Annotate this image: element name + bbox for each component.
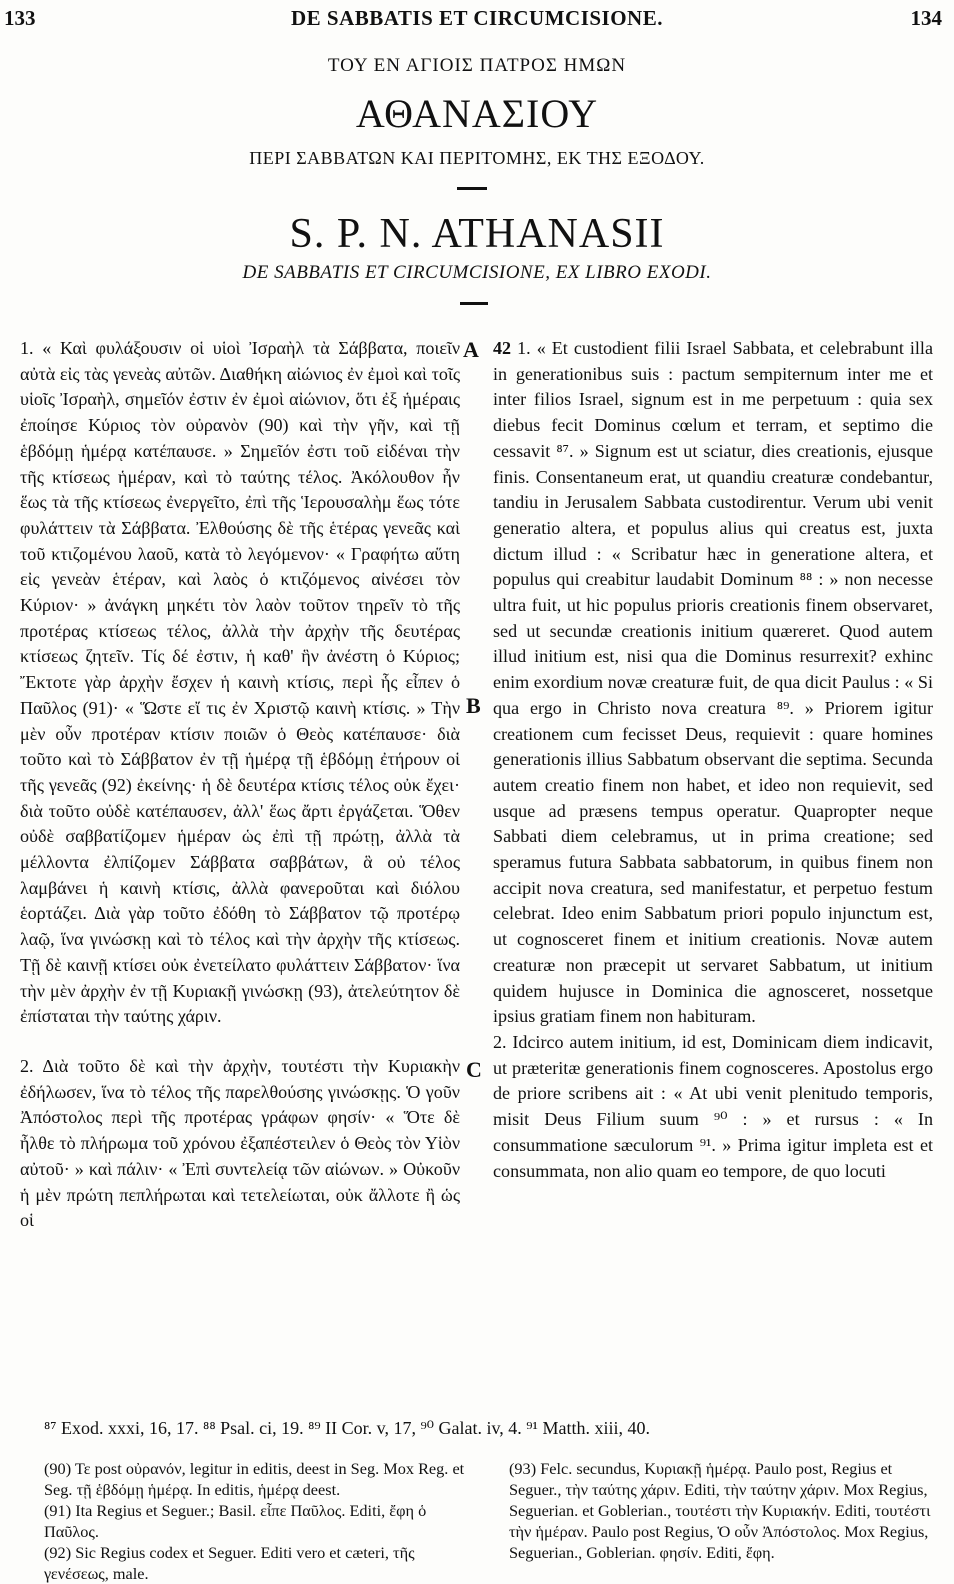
greek-column: [20, 336, 460, 1234]
greek-heading-line2: ΠΕΡΙ ΣΑΒΒΑΤΩΝ ΚΑΙ ΠΕΡΙΤΟΜΗΣ, ΕΚ ΤΗΣ ΕΞΟΔΟΥ.: [249, 148, 705, 168]
greek-heading-line1: ΤΟΥ ΕΝ ΑΓΙΟΙΣ ΠΑΤΡΟΣ ΗΜΩΝ: [327, 55, 627, 76]
latin-paragraph-1: [493, 336, 933, 1030]
page-number-left: 133: [4, 6, 36, 30]
greek-paragraph-2: 2. Διὰ τοῦτο δὲ καὶ τὴν ἀρχὴν, τουτέστι τὴν Κυριακὴν ἐδήλωσεν, ἵνα τὸ τέλος τῆς παρελθούσης γινώσκῃς. Ὁ γοῦν Ἀπόστολος περὶ τῆς προτέρας γράφων φησίν· « Ὅτε δὲ ἦλθε τὸ πλήρωμα τοῦ χρόνου ἐξαπέστειλεν ὁ Θεὸς τὸν Υἱὸν αὐτοῦ· » καὶ πάλιν· « Ἐπὶ συντελείᾳ τῶν αἰώνων. » Οὐκοῦν ἡ μὲν πρώτη πεπλήρωται καὶ τετελείωται, οὐκ ἄλλοτε ἢ ὡς οἱ: [20, 1055, 460, 1231]
greek-author-name: ΑΘΑΝΑΣΙΟΥ: [355, 91, 599, 136]
page-number-right: 134: [910, 6, 942, 30]
latin-title: S. P. N. ATHANASII: [289, 211, 665, 257]
latin-subtitle: DE SABBATIS ET CIRCUMCISIONE, EX LIBRO EXODI.: [242, 262, 712, 283]
subtitle-divider: [460, 302, 488, 305]
running-title: DE SABBATIS ET CIRCUMCISIONE.: [291, 6, 663, 30]
scripture-references: ⁸⁷ Exod. xxxi, 16, 17. ⁸⁸ Psal. ci, 19. ⁸⁹ II Cor. v, 17, ⁹⁰ Galat. iv, 4. ⁹¹ Matth. xiii, 40.: [44, 1418, 650, 1438]
margin-letter-b: B: [466, 693, 481, 718]
margin-letter-c: C: [466, 1057, 482, 1082]
footnote-90: (90) Τε post οὐρανόν, legitur in editis, deest in Seg. Mox Reg. et Seg. τῇ ἑβδόμῃ ἡμέρᾳ. In editis, ἡμέρᾳ deest.: [44, 1459, 465, 1499]
footnote-93: (93) Felc. secundus, Κυριακῇ ἡμέρᾳ. Paulo post, Regius et Seguer., τὴν ταύτης χάριν. Editi, τὴν ταύτην χάριν. Mox Regius, Seguerian. et Goblerian., τουτέστι τὴν Κυριακήν. Editi, τουτέστι τὴν ἡμέραν. Paulo post Regius, Ὁ οὖν Ἀπόστολος. Mox Regius, Seguerian., Goblerian. φησίν. Editi, ἔφη.: [509, 1459, 931, 1562]
latin-paragraph-2: 2. Idcirco autem initium, id est, Dominicam diem indicavit, ut præteritæ generationis finem cognosceres. Apostolus ergo de priore scribens ait : « At ubi venit plenitudo temporis, misit Deus Filium suum ⁹⁰ : » et rursus : « In consummatione sæculorum ⁹¹. » Prima igitur impleta est et consummata, non alio quam eo tempore, de quo locuti: [493, 1031, 933, 1181]
margin-letter-a: A: [463, 337, 479, 362]
greek-paragraph-1: 1. « Καὶ φυλάξουσιν οἱ υἱοὶ Ἰσραὴλ τὰ Σάββατα, ποιεῖν αὐτὰ εἰς τὰς γενεὰς αὐτῶν. Διαθήκη αἰώνιος ἐν ἐμοὶ καὶ τοῖς υἱοῖς Ἰσραὴλ, σημεῖόν ἐστιν ἐν ἐμοὶ αἰώνιον, ὅτι ἐξ ἡμέραις ἐποίησε Κύριος τὸν οὐρανὸν (90) καὶ τὴν γῆν, καὶ τῇ ἑβδόμῃ ἡμέρᾳ κατέπαυσε. » Σημεῖόν ἐστι τοῦ εἰδέναι τὴν τῆς κτίσεως ἡμέραν, καὶ τὸ ταύτης τέλος. Ἀκόλουθον ἦν ἕως τὰ τῆς κτίσεως ἐνεργεῖτο, ἐπὶ τῆς Ἱερουσαλὴμ ἕως τότε φυλάττειν τὰ Σάββατα. Ἐλθούσης δὲ τῆς ἑτέρας γενεᾶς καὶ τοῦ κτιζομένου λαοῦ, κατὰ τὸ λεγόμενον· « Γραφήτω αὕτη εἰς γενεὰν ἑτέραν, καὶ λαὸς ὁ κτιζόμενος αἰνέσει τὸν Κύριον· » ἀνάγκη μηκέτι τὸν λαὸν τοῦτον τηρεῖν τὸ τῆς προτέρας κτίσεως τέλος, ἀλλὰ τὴν ἀρχὴν τῆς δευτέρας κτίσεως ζητεῖν. Τίς δέ ἐστιν, ἡ καθ' ἣν ἀνέστη ὁ Κύριος; Ἔκτοτε γὰρ ἀρχὴν ἔσχεν ἡ καινὴ κτίσις, περὶ ἧς εἶπεν ὁ Παῦλος (91)· « Ὥστε εἴ τις ἐν Χριστῷ καινὴ κτίσις. » Τὴν μὲν οὖν προτέραν κτίσιν ποιῶν ὁ Θεὸς κατέπαυσε· διὰ τοῦτο καὶ τὸ Σάββατον ἐν τῇ ἡμέρᾳ τῇ ἑβδόμῃ ἐτήρουν οἱ τῆς γενεᾶς (92) ἐκείνης· ἡ δὲ δευτέρα κτίσις τέλος οὐκ ἔχει· διὰ τοῦτο οὐδὲ κατέπαυσεν, ἀλλ' ἕως ἄρτι ἐργάζεται. Ὅθεν οὐδὲ σαββατίζομεν ἡμέραν ὡς ἐπὶ τῇ πρώτῃ, ἀλλὰ τὰ μέλλοντα ἐλπίζομεν Σάββατα σαββάτων, ἃ οὐ τέλος λαμβάνει ἡ καινὴ κτίσις, ἀλλὰ φανεροῦται καὶ διόλου ἑορτάζει. Διὰ γὰρ τοῦτο ἐδόθη τὸ Σάββατον τῷ προτέρῳ λαῷ, ἵνα γινώσκῃ καὶ τὸ τέλος καὶ τὴν ἀρχὴν τῆς κτίσεως. Τῇ δὲ καινῇ κτίσει οὐκ ἐνετείλατο φυλάττειν Σάββατον· ἵνα τὴν μὲν ἀρχὴν ἐν τῇ Κυριακῇ γινώσκῃ (93), ἀτελεύτητον δὲ ἐπίσταται τὴν ταύτης χάριν.: [20, 338, 460, 1027]
latin-column: [493, 336, 933, 1184]
footnote-91: (91) Ita Regius et Seguer.; Basil. εἶπε Παῦλος. Editi, ἔφη ὁ Παῦλος.: [44, 1501, 427, 1541]
footnote-92: (92) Sic Regius codex et Seguer. Editi vero et cæteri, τῆς γενέσεως, male.: [44, 1543, 415, 1583]
footnotes-right: [509, 1458, 939, 1563]
column-number: 42: [493, 338, 512, 358]
footnotes-left: [44, 1458, 469, 1584]
latin-paragraph-1-text: 1. « Et custodient filii Israel Sabbata, et celebrabunt illa in generationibus suis : pactum sempiternum inter me et inter filios Israel, signum est in me perpetuum : quia sex diebus fecit Dominus cœlum et terram, et septimo die cessavit ⁸⁷. » Signum est ut sciatur, dies creationis, ejusque finis. Consentaneum erat, ut quandiu creaturæ condebantur, tandiu in Jerusalem Sabbata custodirentur. Verum ubi venit generatio altera, et populus alius qui creatus est, juxta dictum illud : « Scribatur hæc in generatione altera, et populus qui creabitur laudabit Dominum ⁸⁸ : » non necesse ultra fuit, ut hic populus prioris creationis finem observaret, sed ut secundæ creationis initium quæreret. Quod autem illud initium est, nisi qua die Dominus resurrexit? exhinc enim exordium novæ creaturæ fuit, de qua dicit Paulus : « Si qua ergo in Christo nova creatura ⁸⁹. » Priorem igitur creationem cum fecisset Deus, requievit : quare homines generationis illius Sabbatum observant die septima. Secunda autem creatio finem non habet, et ideo non requievit, sed usque ad præsens tempus operatur. Quapropter neque Sabbati diem celebramus, ut in prima creatione; sed speramus futura Sabbata sabbatorum, in quibus finem non accipit nova creatura, sed manifestatur, et perpetuo festum celebrat. Ideo enim Sabbatum priori populo injunctum est, ut cognosceret finem et initium creationis. Novæ autem creaturæ non præcepit ut servaret Sabbatum, ut initium quidem hujusce in Dominica die agnosceret, nossetque ipsius gratiam finem non habituram.: [493, 338, 933, 1027]
title-divider: [457, 187, 487, 190]
